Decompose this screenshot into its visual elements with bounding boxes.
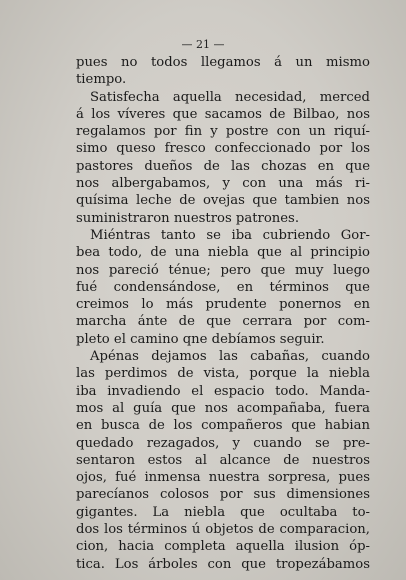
text-line: sentaron estos al alcance de nuestros: [76, 452, 370, 468]
text-line: pleto el camino qne debíamos seguir.: [76, 331, 325, 347]
text-line: gigantes. La niebla que ocultaba to-: [76, 504, 370, 520]
text-line: quedado rezagados, y cuando se pre-: [76, 435, 370, 451]
text-line: mos al guía que nos acompañaba, fuera: [76, 400, 370, 416]
text-line: iba invadiendo el espacio todo. Manda-: [76, 383, 370, 399]
text-line: nos pareció ténue; pero que muy luego: [76, 262, 370, 278]
text-line: pues no todos llegamos á un mismo: [76, 55, 370, 70]
text-line: parecíanos colosos por sus dimensiones: [76, 487, 370, 503]
text-line: nos albergabamos, y con una más ri-: [76, 176, 370, 192]
text-line: á los víveres que sacamos de Bilbao, nos: [76, 106, 370, 122]
text-line: ojos, fué inmensa nuestra sorpresa, pues: [76, 470, 370, 486]
text-line: suministraron nuestros patrones.: [76, 210, 300, 226]
body-text: [76, 54, 370, 573]
text-line: dos los términos ú objetos de comparacion,: [76, 522, 370, 538]
text-line: simo queso fresco confeccionado por los: [76, 141, 370, 157]
text-line: marcha ánte de que cerrara por com-: [76, 314, 370, 330]
text-line: Miéntras tanto se iba cubriendo Gor-: [90, 227, 370, 243]
text-line: tica. Los árboles con que tropezábamos: [76, 556, 370, 572]
page-number: — 21 —: [181, 38, 225, 51]
text-line: tiempo.: [76, 72, 127, 88]
text-line: pastores dueños de las chozas en que: [76, 158, 370, 174]
text-line: bea todo, de una niebla que al principio: [76, 245, 370, 261]
text-line: fué condensándose, en términos que: [76, 279, 370, 295]
text-line: cion, hacia completa aquella ilusion óp-: [76, 539, 370, 555]
text-line: Apénas dejamos las cabañas, cuando: [90, 349, 370, 365]
text-line: en busca de los compañeros que habian: [76, 418, 370, 434]
text-line: Satisfecha aquella necesidad, merced: [90, 89, 370, 105]
text-line: quísima leche de ovejas que tambien nos: [76, 193, 370, 209]
text-line: las perdimos de vista, porque la niebla: [76, 366, 370, 382]
text-line: regalamos por fin y postre con un riquí-: [76, 124, 370, 140]
text-line: creimos lo más prudente ponernos en: [76, 297, 370, 313]
